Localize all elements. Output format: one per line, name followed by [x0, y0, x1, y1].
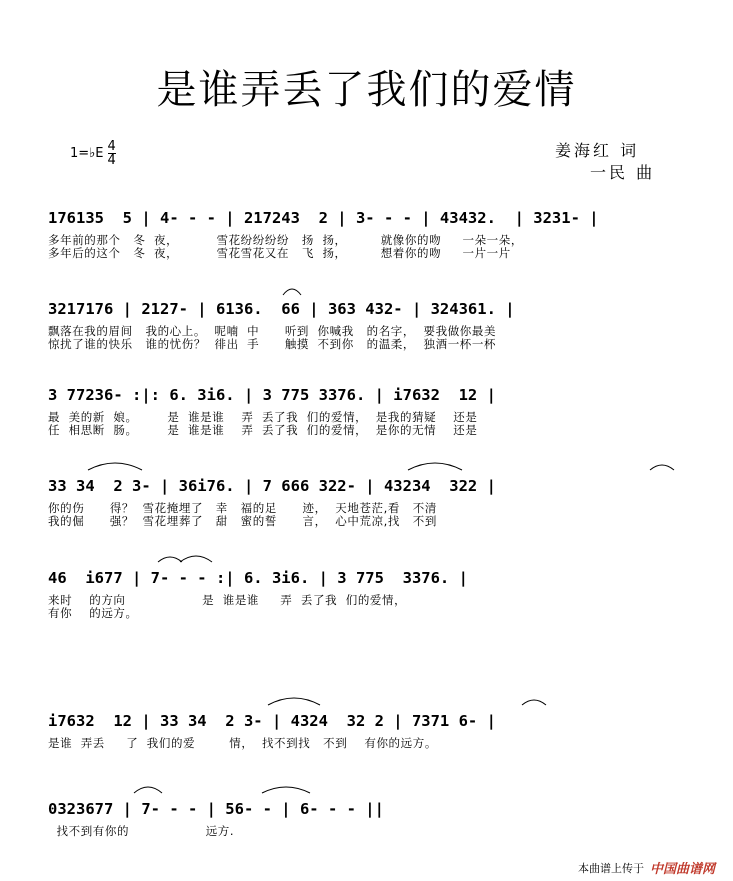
song-title: 是谁弄丢了我们的爱情: [156, 67, 577, 113]
lyric-line-1: 飘落在我的眉间 我的心上。 呢喃 中 听到 你喊我 的名字， 要我做你最美: [48, 324, 497, 338]
upload-note: 本曲谱上传于: [577, 861, 644, 875]
key-signature: [70, 140, 116, 167]
lyricist-credit: 姜海红 词: [555, 141, 640, 160]
lyric-line-1: 是谁 弄丢 了 我们的爱 情， 找不到找 不到 有你的远方。: [48, 736, 437, 750]
notes-line: i7632 12 | 33 34 2 3- | 4324 32 2 | 7371 6- |: [48, 712, 496, 730]
lyric-line-1: 最 美的新 娘。 是 谁是谁 弄 丢了我 们的爱情， 是我的猜疑 还是: [48, 410, 478, 424]
lyric-line-2: 惊扰了谁的快乐 谁的忧伤？ 徘出 手 触摸 不到你 的温柔， 独酒一杯一杯: [48, 337, 497, 351]
time-signature: $\frac{4}{4}$: [107, 139, 116, 168]
site-logo[interactable]: 中国曲谱网: [649, 862, 715, 877]
composer-credit: 一民 曲: [590, 163, 656, 182]
lyric-line-2: 多年后的这个 冬 夜， 雪花雪花又在 飞 扬， 想着你的吻 一片一片: [48, 246, 511, 260]
key-label: 1=♭E: [70, 146, 104, 161]
notes-line: 176135 5 | 4- - - | 217243 2 | 3- - - | 43432. | 3231- |: [48, 209, 599, 227]
lyric-line-2: 我的倔 强？ 雪花埋葬了 甜 蜜的誓 言， 心中荒凉,找 不到: [48, 514, 437, 528]
lyric-line-1: 找不到有你的 远方.: [48, 824, 235, 838]
lyric-line-2: 任 相思断 肠。 是 谁是谁 弄 丢了我 们的爱情， 是你的无情 还是: [48, 423, 478, 437]
notes-line: 3217176 | 2127- | 6136. 66 | 363 432- | 324361. |: [48, 300, 515, 318]
notes-line: 46 i677 | 7- - - :| 6. 3i6. | 3 775 3376. |: [48, 569, 468, 587]
footer: [578, 858, 715, 877]
notes-line: 3 77236- :|: 6. 3i6. | 3 775 3376. | i7632 12 |: [48, 386, 496, 404]
lyric-line-1: 来时 的方向 是 谁是谁 弄 丢了我 们的爱情，: [48, 593, 407, 607]
lyric-line-2: 有你 的远方。: [48, 606, 138, 620]
lyric-line-1: 你的伤 得？ 雪花掩埋了 幸 福的足 迹， 天地苍茫,看 不清: [48, 501, 437, 515]
lyric-line-1: 多年前的那个 冬 夜， 雪花纷纷纷纷 扬 扬， 就像你的吻 一朵一朵，: [48, 233, 523, 247]
notes-line: 33 34 2 3- | 36i76. | 7 666 322- | 43234 322 |: [48, 477, 496, 495]
notes-line: 0323677 | 7- - - | 56- - | 6- - - ||: [48, 800, 384, 818]
